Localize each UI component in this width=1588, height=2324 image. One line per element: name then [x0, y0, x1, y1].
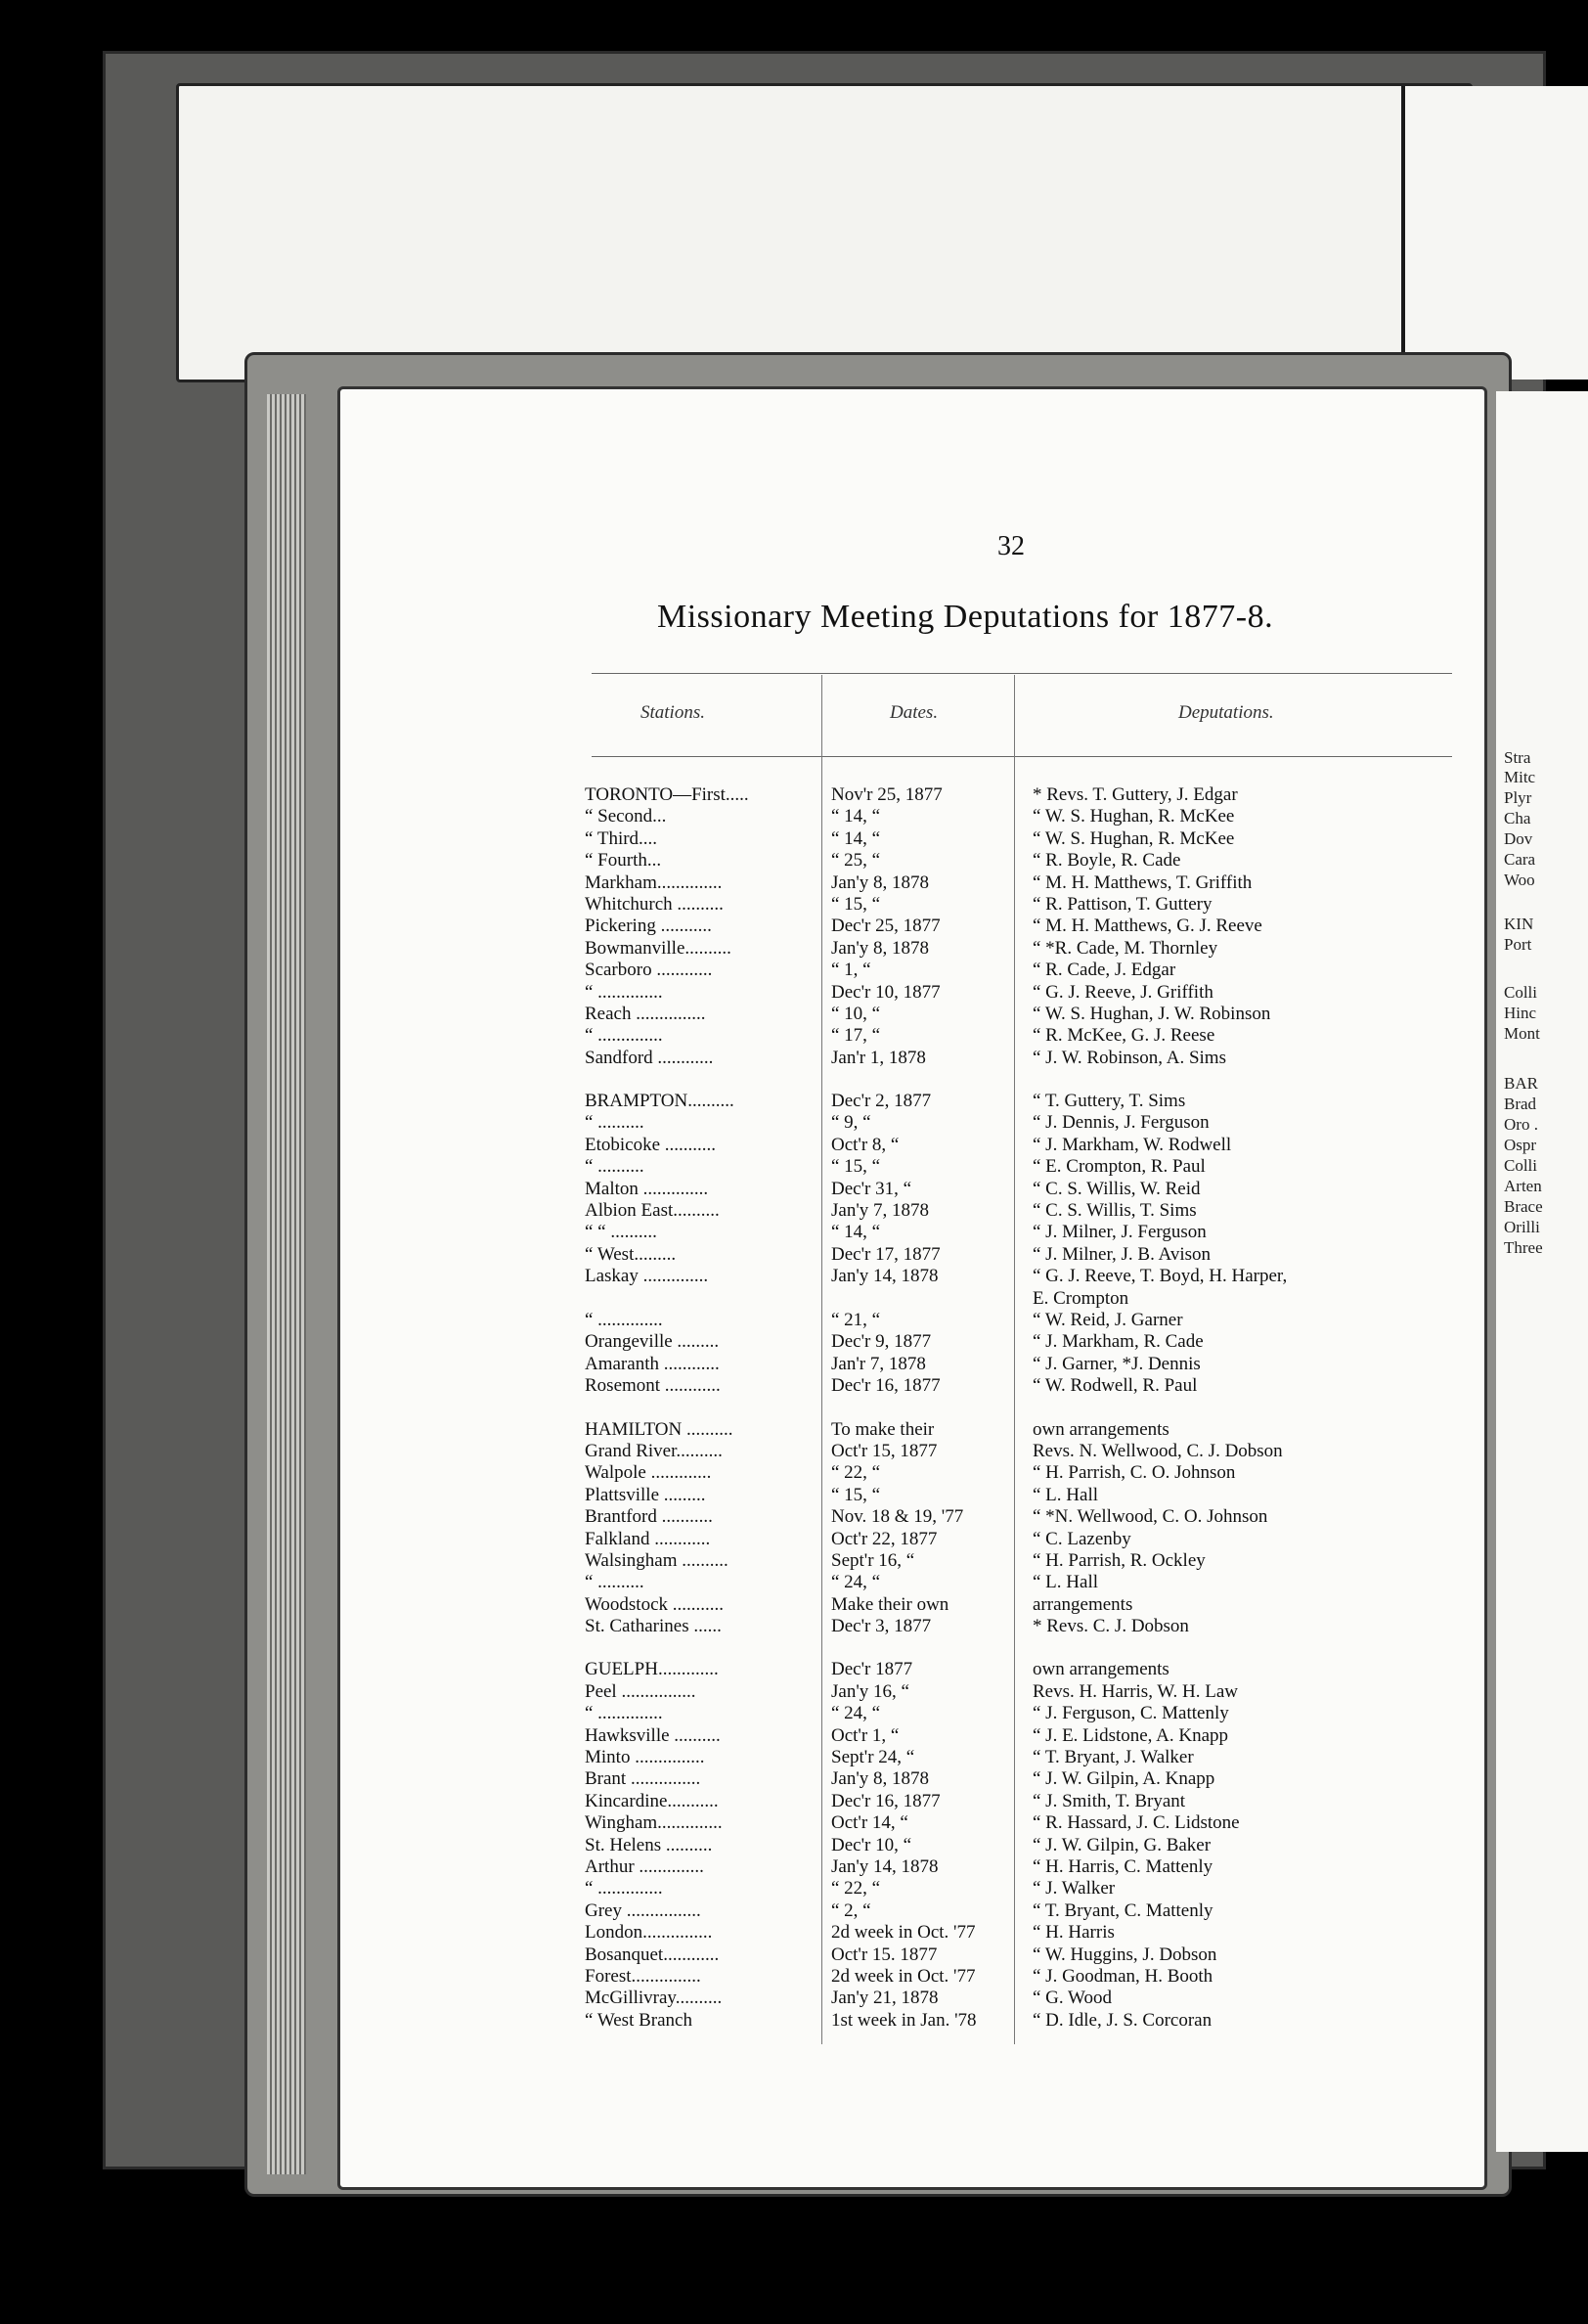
station-cell: Woodstock ...........	[585, 1593, 725, 1615]
table-row	[585, 1966, 1465, 1988]
deputation-cell: “ J. E. Lidstone, A. Knapp	[1033, 1724, 1229, 1746]
table-row	[585, 1900, 1465, 1922]
date-cell: To make their	[831, 1418, 935, 1440]
deputation-cell: “ J. Walker	[1033, 1878, 1116, 1899]
header-rule-bottom	[592, 756, 1452, 757]
date-cell: Jan'y 7, 1878	[831, 1200, 930, 1222]
table-row	[585, 1179, 1465, 1200]
date-cell: Dec'r 9, 1877	[831, 1331, 932, 1353]
station-cell: Orangeville .........	[585, 1331, 720, 1353]
date-cell: “ 24, “	[831, 1572, 881, 1593]
table-row	[585, 1768, 1465, 1790]
date-cell: Jan'y 16, “	[831, 1680, 909, 1702]
deputation-cell: own arrangements	[1033, 1659, 1169, 1680]
date-cell: “ 17, “	[831, 1025, 881, 1047]
deputation-cell: “ C. S. Willis, T. Sims	[1033, 1200, 1197, 1222]
station-cell: GUELPH.............	[585, 1659, 719, 1680]
table-row	[585, 872, 1465, 894]
date-cell: Nov. 18 & 19, '77	[831, 1506, 964, 1528]
deputation-cell: “ C. Lazenby	[1033, 1528, 1131, 1549]
date-cell: Dec'r 31, “	[831, 1178, 912, 1199]
station-cell: Plattsville .........	[585, 1484, 706, 1505]
deputation-cell: Revs. H. Harris, W. H. Law	[1033, 1680, 1239, 1702]
deputation-cell: “ W. S. Hughan, R. McKee	[1033, 806, 1235, 827]
deputation-cell: “ *N. Wellwood, C. O. Johnson	[1033, 1506, 1268, 1528]
station-cell: Pickering ...........	[585, 916, 712, 937]
station-cell: “ Fourth...	[585, 850, 662, 872]
date-cell: Dec'r 16, 1877	[831, 1790, 941, 1811]
station-cell: “ ..............	[585, 1878, 663, 1899]
table-row	[585, 894, 1465, 916]
facing-page-fragment: KIN	[1504, 915, 1534, 933]
station-cell: “ ..........	[585, 1112, 644, 1134]
deputation-cell: “ J. W. Gilpin, G. Baker	[1033, 1834, 1212, 1855]
date-cell: “ 22, “	[831, 1462, 881, 1484]
date-cell: “ 10, “	[831, 1003, 881, 1024]
station-cell: “ ..............	[585, 981, 663, 1003]
deputation-cell: “ M. H. Matthews, G. J. Reeve	[1033, 916, 1262, 937]
leaf-tab	[1401, 86, 1588, 380]
station-cell: Laskay ..............	[585, 1266, 709, 1287]
table-row	[585, 1375, 1465, 1397]
deputation-cell: “ J. Markham, W. Rodwell	[1033, 1134, 1232, 1155]
date-cell: “ 14, “	[831, 827, 881, 849]
station-cell: Peel ................	[585, 1680, 696, 1702]
station-cell: Bowmanville..........	[585, 937, 731, 959]
station-cell: Wingham..............	[585, 1812, 723, 1834]
date-cell: “ 15, “	[831, 893, 881, 915]
table-row	[585, 1222, 1465, 1243]
station-cell: HAMILTON ..........	[585, 1418, 733, 1440]
facing-page-fragment: Brace	[1504, 1197, 1543, 1216]
date-cell: “ 15, “	[831, 1484, 881, 1505]
date-cell: “ 2, “	[831, 1899, 871, 1921]
deputation-table	[585, 784, 1465, 2032]
date-cell: “ 21, “	[831, 1309, 881, 1330]
deputation-cell: “ H. Parrish, R. Ockley	[1033, 1549, 1206, 1571]
table-row	[585, 1922, 1465, 1944]
date-cell: Sept'r 24, “	[831, 1747, 915, 1768]
date-cell: Oct'r 15. 1877	[831, 1944, 938, 1965]
date-cell: Jan'r 1, 1878	[831, 1047, 926, 1068]
date-cell: “ 25, “	[831, 850, 881, 872]
station-cell: “ ..............	[585, 1025, 663, 1047]
station-cell: Hawksville ..........	[585, 1724, 721, 1746]
date-cell: “ 1, “	[831, 960, 871, 981]
deputation-cell: “ H. Harris	[1033, 1922, 1115, 1944]
station-cell: Markham..............	[585, 872, 723, 893]
table-row	[585, 2010, 1465, 2032]
station-cell: “ West.........	[585, 1243, 677, 1265]
deputation-cell: E. Crompton	[1033, 1287, 1129, 1309]
station-cell: London...............	[585, 1922, 713, 1944]
deputation-cell: “ W. Rodwell, R. Paul	[1033, 1375, 1198, 1397]
date-cell: Dec'r 25, 1877	[831, 916, 941, 937]
date-cell: Oct'r 1, “	[831, 1724, 900, 1746]
table-row	[585, 1572, 1465, 1593]
deputation-cell: “ J. Goodman, H. Booth	[1033, 1965, 1213, 1987]
station-cell: Walsingham ..........	[585, 1549, 728, 1571]
deputation-cell: “ J. Smith, T. Bryant	[1033, 1790, 1186, 1811]
station-cell: Scarboro ............	[585, 960, 713, 981]
table-row	[585, 1944, 1465, 1966]
deputation-cell: “ R. Hassard, J. C. Lidstone	[1033, 1812, 1240, 1834]
table-row	[585, 916, 1465, 937]
deputation-cell: “ W. Huggins, J. Dobson	[1033, 1944, 1217, 1965]
date-cell: Jan'r 7, 1878	[831, 1353, 926, 1374]
table-row	[585, 960, 1465, 981]
station-cell: Walpole .............	[585, 1462, 712, 1484]
date-cell: “ 22, “	[831, 1878, 881, 1899]
deputation-cell: “ R. Pattison, T. Guttery	[1033, 893, 1213, 915]
facing-page-fragment: Brad	[1504, 1095, 1537, 1113]
station-cell: Brantford ...........	[585, 1506, 713, 1528]
table-row	[585, 1856, 1465, 1878]
page-edges	[267, 394, 306, 2174]
station-cell: Bosanquet............	[585, 1944, 720, 1965]
station-cell: “ Third....	[585, 827, 658, 849]
header-rule-top	[592, 673, 1452, 674]
date-cell: Nov'r 25, 1877	[831, 784, 943, 805]
station-cell: “ ..........	[585, 1572, 644, 1593]
date-cell: “ 15, “	[831, 1156, 881, 1178]
table-row	[585, 1485, 1465, 1506]
table-row	[585, 1791, 1465, 1812]
table-row	[585, 1004, 1465, 1025]
station-cell: Brant ...............	[585, 1768, 701, 1790]
table-row	[585, 1506, 1465, 1528]
date-cell: Dec'r 1877	[831, 1659, 913, 1680]
date-cell: Dec'r 16, 1877	[831, 1375, 941, 1397]
date-cell: “ 14, “	[831, 806, 881, 827]
deputation-cell: “ J. W. Robinson, A. Sims	[1033, 1047, 1226, 1068]
station-cell: Reach ...............	[585, 1003, 706, 1024]
station-cell: “ Second...	[585, 806, 667, 827]
table-row	[585, 850, 1465, 872]
table-row	[585, 1725, 1465, 1747]
station-cell: Etobicoke ...........	[585, 1134, 717, 1155]
table-row	[585, 1091, 1465, 1112]
date-cell: Sept'r 16, “	[831, 1549, 915, 1571]
table-row	[585, 1200, 1465, 1222]
deputation-cell: “ E. Crompton, R. Paul	[1033, 1156, 1206, 1178]
deputation-cell: “ L. Hall	[1033, 1484, 1099, 1505]
deputation-cell: “ C. S. Willis, W. Reid	[1033, 1178, 1201, 1199]
date-cell: Oct'r 15, 1877	[831, 1440, 938, 1461]
deputation-cell: Revs. N. Wellwood, C. J. Dobson	[1033, 1440, 1283, 1461]
column-header-stations: Stations.	[640, 702, 705, 723]
table-row	[585, 1550, 1465, 1572]
date-cell: Jan'y 14, 1878	[831, 1266, 939, 1287]
station-cell: Minto ...............	[585, 1747, 705, 1768]
facing-page-fragment: Ospr	[1504, 1136, 1537, 1154]
table-row	[585, 828, 1465, 850]
date-cell: Jan'y 21, 1878	[831, 1988, 939, 2009]
facing-page-fragment: Stra	[1504, 748, 1531, 767]
facing-page-fragment: Oro .	[1504, 1115, 1538, 1134]
column-header-dates: Dates.	[890, 702, 939, 723]
date-cell: Jan'y 8, 1878	[831, 872, 930, 893]
deputation-cell: arrangements	[1033, 1593, 1133, 1615]
table-row	[585, 1441, 1465, 1462]
date-cell: Dec'r 10, “	[831, 1834, 912, 1855]
facing-page-fragment: Three	[1504, 1238, 1543, 1257]
facing-page-fragment: BAR	[1504, 1074, 1538, 1093]
station-cell: Malton ..............	[585, 1178, 709, 1199]
station-cell: Grey ................	[585, 1899, 701, 1921]
facing-page	[1496, 391, 1588, 2152]
deputation-cell: “ J. Dennis, J. Ferguson	[1033, 1112, 1210, 1134]
deputation-cell: “ T. Guttery, T. Sims	[1033, 1091, 1186, 1112]
deputation-cell: “ D. Idle, J. S. Corcoran	[1033, 2009, 1213, 2031]
station-cell: Albion East..........	[585, 1200, 720, 1222]
station-cell: Kincardine...........	[585, 1790, 719, 1811]
deputation-cell: “ *R. Cade, M. Thornley	[1033, 937, 1218, 959]
deputation-cell: “ W. S. Hughan, R. McKee	[1033, 827, 1235, 849]
deputation-cell: “ G. J. Reeve, T. Boyd, H. Harper,	[1033, 1266, 1288, 1287]
date-cell: Oct'r 8, “	[831, 1134, 900, 1155]
table-row	[585, 1025, 1465, 1047]
date-cell: Dec'r 17, 1877	[831, 1243, 941, 1265]
table-row	[585, 1878, 1465, 1899]
deputation-cell: * Revs. T. Guttery, J. Edgar	[1033, 784, 1238, 805]
table-row	[585, 1266, 1465, 1287]
table-row	[585, 1112, 1465, 1134]
date-cell: Jan'y 8, 1878	[831, 937, 930, 959]
facing-page-fragment: Cara	[1504, 850, 1536, 869]
deputation-cell: “ R. Cade, J. Edgar	[1033, 960, 1176, 981]
deputation-cell: “ J. Markham, R. Cade	[1033, 1331, 1204, 1353]
station-cell: Falkland ............	[585, 1528, 711, 1549]
station-cell: “ ..............	[585, 1309, 663, 1330]
deputation-cell: “ M. H. Matthews, T. Griffith	[1033, 872, 1253, 893]
page-title: Missionary Meeting Deputations for 1877-8.	[657, 599, 1274, 635]
facing-page-fragment: Colli	[1504, 983, 1538, 1002]
deputation-cell: “ J. Milner, J. Ferguson	[1033, 1222, 1207, 1243]
previous-leaf	[176, 83, 1473, 382]
deputation-cell: “ J. Ferguson, C. Mattenly	[1033, 1703, 1229, 1724]
deputation-cell: “ H. Parrish, C. O. Johnson	[1033, 1462, 1236, 1484]
station-cell: Amaranth ............	[585, 1353, 720, 1374]
deputation-cell: “ J. Milner, J. B. Avison	[1033, 1243, 1212, 1265]
deputation-cell: “ T. Bryant, C. Mattenly	[1033, 1899, 1213, 1921]
date-cell: 2d week in Oct. '77	[831, 1965, 976, 1987]
table-row	[585, 1835, 1465, 1856]
station-cell: “ ..............	[585, 1703, 663, 1724]
table-row	[585, 1419, 1465, 1441]
table-row	[585, 1310, 1465, 1331]
station-cell: St. Helens ..........	[585, 1834, 713, 1855]
deputation-cell: “ R. Boyle, R. Cade	[1033, 850, 1181, 872]
date-cell: Jan'y 14, 1878	[831, 1855, 939, 1877]
page-number: 32	[997, 531, 1025, 561]
table-row	[585, 1048, 1465, 1069]
deputation-cell: * Revs. C. J. Dobson	[1033, 1616, 1189, 1637]
date-cell: 1st week in Jan. '78	[831, 2009, 977, 2031]
deputation-cell: “ L. Hall	[1033, 1572, 1099, 1593]
table-row	[585, 1156, 1465, 1178]
date-cell: Make their own	[831, 1593, 949, 1615]
facing-page-fragment: Orilli	[1504, 1218, 1540, 1236]
facing-page-fragment: Colli	[1504, 1156, 1538, 1175]
date-cell: Dec'r 2, 1877	[831, 1091, 932, 1112]
table-row	[585, 1659, 1465, 1680]
date-cell: Dec'r 10, 1877	[831, 981, 941, 1003]
date-cell: 2d week in Oct. '77	[831, 1922, 976, 1944]
date-cell: “ 14, “	[831, 1222, 881, 1243]
facing-page-fragment: Dov	[1504, 829, 1533, 848]
station-cell: Sandford ............	[585, 1047, 714, 1068]
deputation-cell: own arrangements	[1033, 1418, 1169, 1440]
deputation-cell: “ J. W. Gilpin, A. Knapp	[1033, 1768, 1215, 1790]
table-row	[585, 982, 1465, 1004]
deputation-cell: “ R. McKee, G. J. Reese	[1033, 1025, 1215, 1047]
date-cell: Jan'y 8, 1878	[831, 1768, 930, 1790]
facing-page-fragment: Port	[1504, 935, 1532, 954]
table-row	[585, 1616, 1465, 1637]
table-row	[585, 938, 1465, 960]
facing-page-fragment: Mitc	[1504, 768, 1536, 786]
station-cell: McGillivray..........	[585, 1988, 723, 2009]
deputation-cell: “ W. S. Hughan, J. W. Robinson	[1033, 1003, 1271, 1024]
table-row	[585, 1594, 1465, 1616]
deputation-cell: “ W. Reid, J. Garner	[1033, 1309, 1183, 1330]
table-row	[585, 1681, 1465, 1703]
table-row	[585, 806, 1465, 827]
deputation-cell: “ T. Bryant, J. Walker	[1033, 1747, 1194, 1768]
station-cell: St. Catharines ......	[585, 1616, 722, 1637]
table-row	[585, 1288, 1465, 1310]
table-row	[585, 1747, 1465, 1768]
deputation-cell: “ J. Garner, *J. Dennis	[1033, 1353, 1201, 1374]
date-cell: Oct'r 22, 1877	[831, 1528, 938, 1549]
station-cell: Whitchurch ..........	[585, 893, 724, 915]
deputation-cell: “ G. Wood	[1033, 1988, 1112, 2009]
facing-page-fragment: Plyr	[1504, 788, 1532, 807]
table-row	[585, 1244, 1465, 1266]
deputation-cell: “ H. Harris, C. Mattenly	[1033, 1855, 1213, 1877]
date-cell: Oct'r 14, “	[831, 1812, 908, 1834]
deputation-cell: “ G. J. Reeve, J. Griffith	[1033, 981, 1213, 1003]
facing-page-fragment: Hinc	[1504, 1004, 1537, 1022]
station-cell: TORONTO—First.....	[585, 784, 749, 805]
date-cell: Dec'r 3, 1877	[831, 1616, 932, 1637]
station-cell: “ West Branch	[585, 2009, 692, 2031]
table-row	[585, 1988, 1465, 2009]
table-row	[585, 1462, 1465, 1484]
facing-page-fragment: Arten	[1504, 1177, 1542, 1195]
date-cell: “ 24, “	[831, 1703, 881, 1724]
station-cell: Rosemont ............	[585, 1375, 721, 1397]
column-header-deputations: Deputations.	[1178, 702, 1274, 723]
table-row	[585, 1812, 1465, 1834]
facing-page-fragment: Mont	[1504, 1024, 1540, 1043]
table-row	[585, 1529, 1465, 1550]
station-cell: Forest...............	[585, 1965, 701, 1987]
station-cell: BRAMPTON..........	[585, 1091, 734, 1112]
table-row	[585, 1135, 1465, 1156]
station-cell: Arthur ..............	[585, 1855, 704, 1877]
date-cell: “ 9, “	[831, 1112, 871, 1134]
table-row	[585, 784, 1465, 806]
table-row	[585, 1703, 1465, 1724]
table-row	[585, 1354, 1465, 1375]
station-cell: “ ..........	[585, 1156, 644, 1178]
station-cell: “ “ ..........	[585, 1222, 657, 1243]
table-row	[585, 1331, 1465, 1353]
station-cell: Grand River..........	[585, 1440, 723, 1461]
facing-page-fragment: Cha	[1504, 809, 1531, 827]
facing-page-fragment: Woo	[1504, 871, 1535, 889]
